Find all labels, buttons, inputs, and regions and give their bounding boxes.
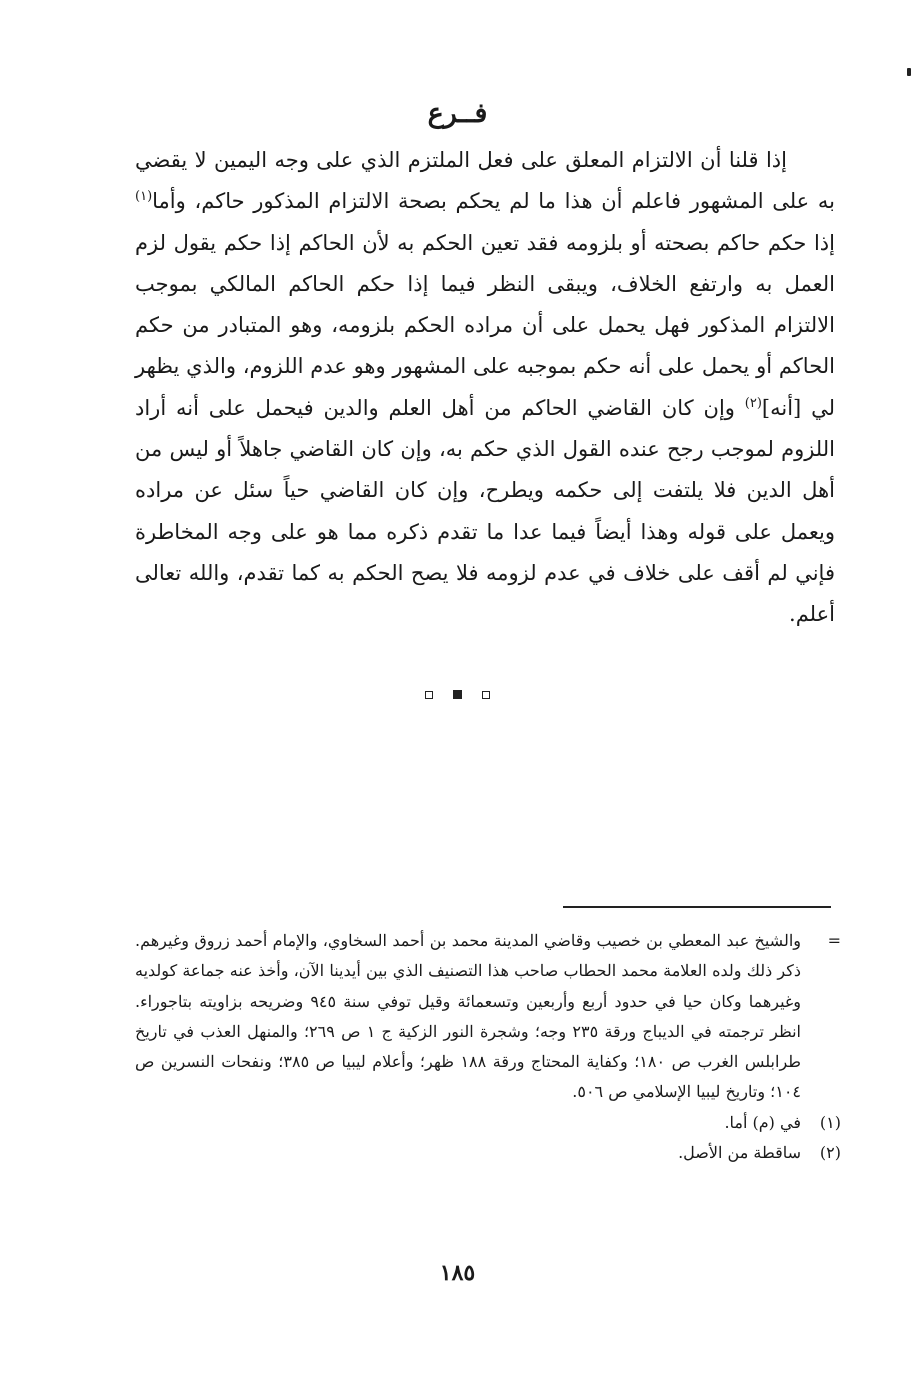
footnote-marker: (١) — [819, 1112, 841, 1132]
section-heading: فــرع — [427, 98, 488, 129]
separator-square-filled-icon — [453, 690, 462, 699]
footnote-1 — [135, 1108, 841, 1138]
footnote-text: في (م) أما. — [724, 1112, 801, 1132]
separator-square-hollow-icon — [425, 691, 433, 699]
footnote-continued — [135, 926, 841, 1108]
footnotes — [135, 926, 841, 1168]
footnote-ref-1[interactable]: (١) — [135, 189, 153, 205]
paragraph-part-3: وإن كان القاضي الحاكم من أهل العلم والدين فيحمل على أنه أراد اللزوم لموجب رجح عنده القول الذي حكم به، وإن كان القاضي جاهلاً أو ليس من أهل الدين فلا يلتفت إلى حكمه ويطرح، وإن كان القاضي حياً سئل عن مراده ويعمل على قوله وهذا أيضاً فيما عدا ما تقدم ذكره مما هو على وجه المخاطرة فإني لم أقف على خلاف في عدم لزومه فلا يصح الحكم به كما تقدم، والله تعالى أعلم. — [135, 395, 835, 627]
main-paragraph — [135, 140, 835, 636]
footnote-rule — [563, 906, 831, 908]
section-separator — [0, 690, 915, 699]
page-number: ١٨٥ — [439, 1260, 476, 1286]
footnote-marker: (٢) — [819, 1143, 841, 1163]
main-text — [135, 140, 835, 636]
scan-edge-mark — [907, 68, 911, 76]
separator-square-hollow-icon — [482, 691, 490, 699]
footnote-text: والشيخ عبد المعطي بن خصيب وقاضي المدينة محمد بن أحمد السخاوي، والإمام أحمد زروق وغيرهم. ذكر ذلك ولده العلامة محمد الحطاب صاحب هذا التصنيف الذي بين أيدينا الآن، وأخذ عنه جماعة كولديه وغيرهما وكان حيا في حدود أربع وأربعين وتسعمائة وقيل توفي سنة ٩٤٥ وضريحه بزاويته بتاجوراء. انظر ترجمته في الديباج ورقة ٢٣٥ وجه؛ وشجرة النور الزكية ج ١ ص ٢٦٩؛ والمنهل العذب في تاريخ طرابلس الغرب ص ١٨٠؛ وكفاية المحتاج ورقة ١٨٨ ظهر؛ وأعلام ليبيا ص ٣٨٥؛ ونفحات النسرين ص ١٠٤؛ وتاريخ ليبيا الإسلامي ص ٥٠٦. — [135, 931, 802, 1102]
paragraph-part-2: إذا حكم حاكم بصحته أو بلزومه فقد تعين الحكم به لأن الحاكم إذا حكم يقول لزم العمل به وارتفع الخلاف، ويبقى النظر فيما إذا حكم الحاكم المالكي بموجب الالتزام المذكور فهل يحمل على أن مراده الحكم بلزومه، وهو المتبادر من حكم الحاكم أو يحمل على أنه حكم بموجبه على المشهور وهو عدم اللزوم، والذي يظهر لي [أنه] — [135, 230, 835, 420]
paragraph-part-1: إذا قلنا أن الالتزام المعلق على فعل الملتزم الذي على وجه اليمين لا يقضي به على المشهور فاعلم أن هذا ما لم يحكم بصحة الالتزام المذكور حاكم، وأما — [135, 148, 835, 214]
footnote-ref-2[interactable]: (٢) — [744, 395, 762, 411]
footnote-marker: = — [827, 931, 841, 950]
footnote-text: ساقطة من الأصل. — [678, 1143, 801, 1163]
footnote-2 — [135, 1138, 841, 1168]
